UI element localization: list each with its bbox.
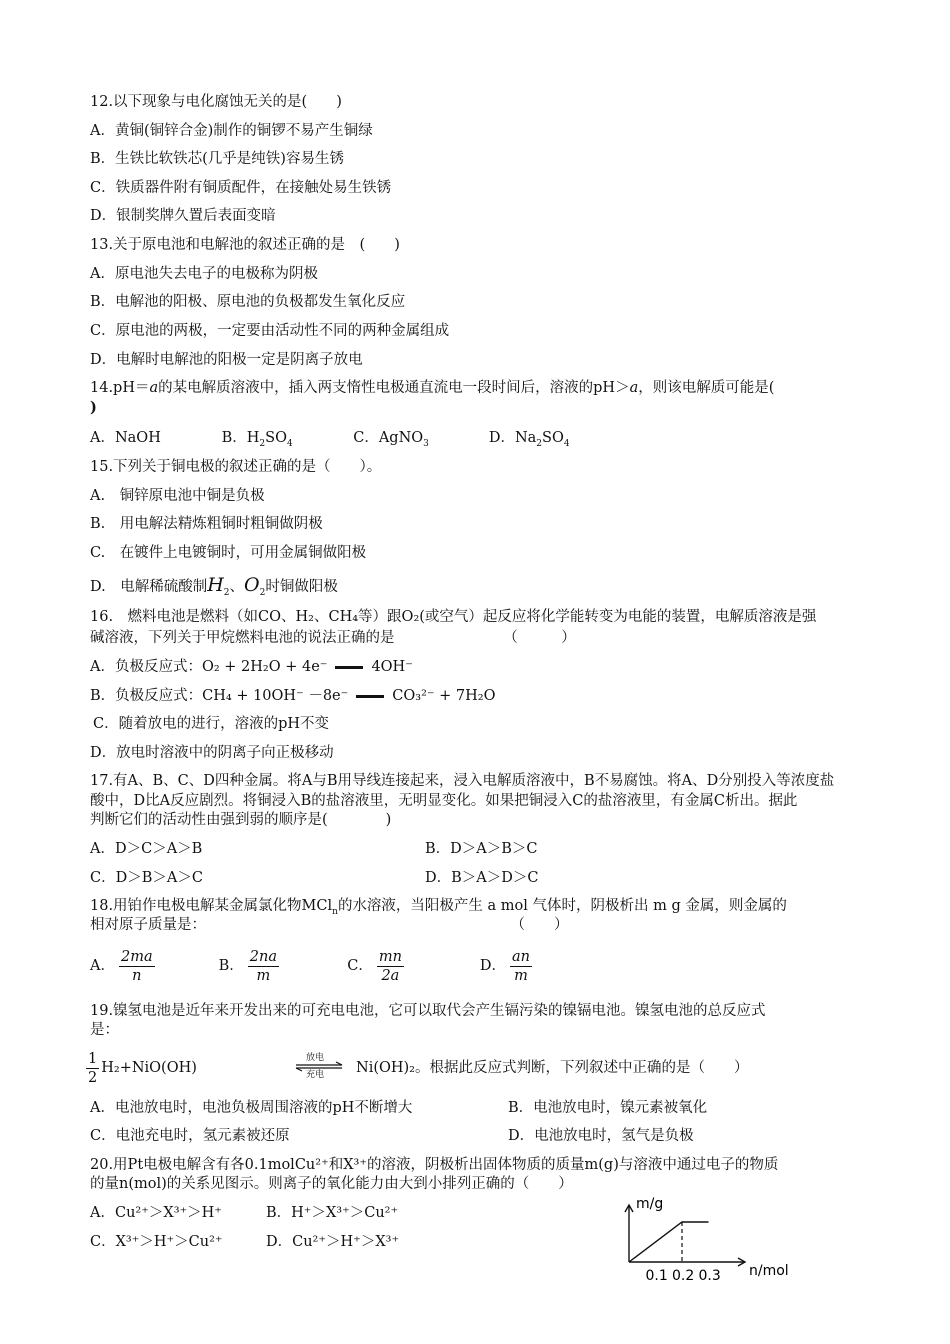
q17-option-a: A．D＞C＞A＞B	[90, 841, 203, 857]
chart-x-tick-label: 0.3	[698, 1268, 721, 1284]
q19-option-c: C．电池充电时，氢元素被还原	[90, 1128, 290, 1144]
q18-option-c: C． $\frac{mn}{2a}$	[347, 948, 402, 984]
q20-stem-line1: 20.用Pt电极电解含有各0.1molCu²⁺和X³⁺的溶液，阴极析出固体物质的质量m(g)与溶液中通过电子的物质	[90, 1157, 779, 1173]
chart-x-tick-label: 0.2	[672, 1268, 695, 1284]
q14-stem-end: )	[90, 399, 97, 416]
q20-option-a: A．Cu²⁺＞X³⁺＞H⁺	[90, 1205, 222, 1221]
q16-option-d: D．放电时溶液中的阴离子向正极移动	[90, 745, 334, 761]
q18-option-b: B． $\frac{2na}{m}$	[218, 948, 277, 984]
q14-option-d: D．$Na_2SO_4$	[488, 430, 570, 449]
q17-stem-line2: 酸中，D比A反应剧烈。将铜浸入B的盐溶液里，无明显变化。如果把铜浸入C的盐溶液里，有金属C析出。据此	[90, 793, 798, 809]
q20-option-d: D．Cu²⁺＞H⁺＞X³⁺	[266, 1234, 400, 1250]
q17-stem-line3: 判断它们的活动性由强到弱的顺序是( )	[90, 812, 392, 828]
q12-option-a: A．黄铜(铜锌合金)制作的铜锣不易产生铜绿	[90, 123, 373, 139]
q12-option-c: C．铁质器件附有铜质配件，在接触处易生铁锈	[90, 180, 392, 196]
equals-bar	[356, 695, 384, 698]
q13-stem: 13.关于原电池和电解池的叙述正确的是 ( )	[90, 237, 400, 253]
q17-stem-line1: 17.有A、B、C、D四种金属。将A与B用导线连接起来，浸入电解质溶液中，B不易腐蚀。将A、D分别投入等浓度盐	[90, 773, 835, 789]
q14-stem: 14.pH＝a的某电解质溶液中，插入两支惰性电极通直流电一段时间后，溶液的pH＞a，则该电解质可能是(	[90, 380, 775, 396]
q19-equation-right: Ni(OH)₂。根据此反应式判断，下列叙述中正确的是（ ）	[356, 1060, 749, 1076]
q15-option-c: C. 在镀件上电镀铜时，可用金属铜做阳极	[90, 545, 367, 561]
chart-series-line	[629, 1222, 709, 1262]
q19-stem-line1: 19.镍氢电池是近年来开发出来的可充电电池，它可以取代会产生镉污染的镍镉电池。镍氢电池的总反应式	[90, 1003, 766, 1019]
q19-option-b: B．电池放电时，镍元素被氧化	[508, 1100, 708, 1116]
q13-option-b: B．电解池的阳极、原电池的负极都发生氧化反应	[90, 294, 406, 310]
q16-option-a: A．负极反应式：O₂ + 2H₂O + 4e⁻ 4OH⁻	[90, 659, 413, 675]
q13-option-d: D．电解时电解池的阳极一定是阴离子放电	[90, 352, 363, 368]
reaction-arrow-icon: 放电 充电	[292, 1053, 346, 1079]
q18-stem-line2: 相对原子质量是： （ ）	[90, 917, 569, 933]
q15-option-b: B. 用电解法精炼粗铜时粗铜做阴极	[90, 516, 323, 532]
chart-x-tick-label: 0.1	[645, 1268, 668, 1284]
q15-stem: 15.下列关于铜电极的叙述正确的是（ ）。	[90, 459, 382, 475]
q20-stem-line2: 的量n(mol)的关系见图示。则离子的氧化能力由大到小排列正确的（ ）	[90, 1176, 573, 1192]
q15-option-d: D. 电解稀硫酸制$H_2$、$O_2$时铜做阳极	[90, 574, 338, 598]
q19-option-d: D．电池放电时，氢气是负极	[508, 1128, 694, 1144]
q14-option-b: B．$H_2SO_4$	[221, 430, 293, 449]
q12-option-d: D．银制奖牌久置后表面变暗	[90, 208, 276, 224]
q14-options	[90, 428, 570, 448]
chart-y-axis-label: m/g	[636, 1196, 664, 1212]
q18-stem-line1: 18.用铂作电极电解某金属氯化物MCl$_n$的水溶液，当阳极产生 a mol 气体时，阴极析出 m g 金属，则金属的	[90, 898, 787, 917]
q16-option-c: C．随着放电的进行，溶液的pH不变	[93, 716, 330, 732]
q15-option-a: A. 铜锌原电池中铜是负极	[90, 488, 265, 504]
q12-option-b: B．生铁比软铁芯(几乎是纯铁)容易生锈	[90, 151, 344, 167]
q14-option-a: A．NaOH	[90, 430, 161, 446]
q17-option-b: B．D＞A＞B＞C	[425, 841, 538, 857]
q16-stem-line1: 16. 燃料电池是燃料（如CO、H₂、CH₄等）跟O₂(或空气）起反应将化学能转变为电能的装置，电解质溶液是强	[90, 609, 817, 625]
q14-option-c: C．AgNO$_3$	[353, 430, 429, 449]
q20-option-c: C．X³⁺＞H⁺＞Cu²⁺	[90, 1234, 223, 1250]
q19-equation-left: $\frac{1}{2}$ H₂+NiO(OH)	[88, 1050, 197, 1086]
q18-option-d: D． $\frac{an}{m}$	[479, 948, 530, 984]
q13-option-a: A．原电池失去电子的电极称为阴极	[90, 266, 318, 282]
equals-bar	[335, 666, 363, 669]
q20-option-b: B．H⁺＞X³⁺＞Cu²⁺	[266, 1205, 399, 1221]
q16-stem-line2: 碱溶液，下列关于甲烷燃料电池的说法正确的是 （ ）	[90, 630, 576, 646]
q19-option-a: A．电池放电时，电池负极周围溶液的pH不断增大	[90, 1100, 413, 1116]
q17-option-d: D．B＞A＞D＞C	[425, 870, 539, 886]
q17-option-c: C．D＞B＞A＞C	[90, 870, 203, 886]
q13-option-c: C．原电池的两极，一定要由活动性不同的两种金属组成	[90, 323, 450, 339]
q12-stem: 12.以下现象与电化腐蚀无关的是( )	[90, 94, 342, 110]
q18-option-a: A． $\frac{2ma}{n}$	[90, 948, 153, 984]
q16-option-b: B．负极反应式：CH₄ + 10OH⁻ －8e⁻ CO₃²⁻ + 7H₂O	[90, 688, 496, 704]
q19-stem-line2: 是：	[90, 1022, 119, 1038]
chart-x-axis-label: n/mol	[749, 1263, 789, 1279]
q20-chart	[612, 1196, 812, 1296]
q18-options	[90, 946, 536, 986]
